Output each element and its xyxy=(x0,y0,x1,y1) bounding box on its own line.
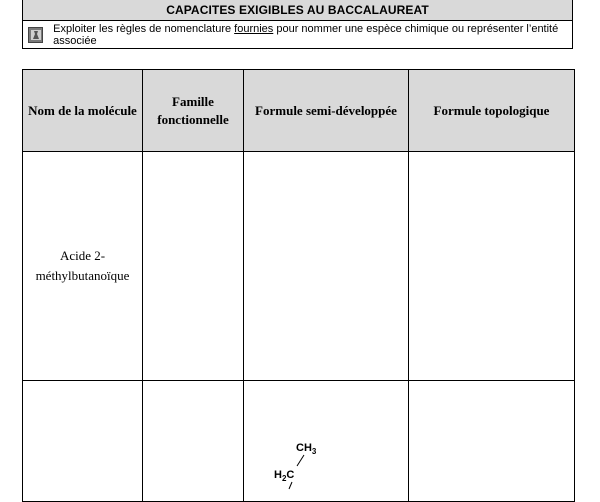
header-functional-family: Famille fonctionnelle xyxy=(143,70,244,152)
table-row xyxy=(23,152,575,381)
skills-title: CAPACITES EXIGIBLES AU BACCALAUREAT xyxy=(23,0,572,21)
skills-text xyxy=(53,23,572,47)
cell-semi-developed-formula xyxy=(244,152,409,381)
semi-developed-formula-drawing xyxy=(244,381,409,501)
table-row xyxy=(23,381,575,502)
cell-functional-family xyxy=(143,381,244,502)
table-header-row xyxy=(23,70,575,152)
header-molecule-name: Nom de la molécule xyxy=(23,70,143,152)
cell-topological-formula xyxy=(409,381,575,502)
nomenclature-table xyxy=(22,69,575,502)
skills-text-end: pour nommer une espèce chimique ou représenter l’entité associée xyxy=(53,22,559,47)
cell-molecule-name xyxy=(23,381,143,502)
flask-icon xyxy=(28,27,43,43)
header-topological-formula: Formule topologique xyxy=(409,70,575,152)
skills-text-start: Exploiter les règles de nomenclature xyxy=(53,22,235,35)
cell-functional-family xyxy=(143,152,244,381)
skills-text-underlined: fournies xyxy=(234,22,274,35)
header-semi-developed-formula: Formule semi-développée xyxy=(244,70,409,152)
formula-group-bottom: $H_2^C$ xyxy=(274,469,295,483)
cell-topological-formula xyxy=(409,152,575,381)
skills-row xyxy=(23,21,572,48)
cell-semi-developed-formula xyxy=(244,381,409,502)
cell-molecule-name: Acide 2-méthylbutanoïque xyxy=(23,152,143,381)
formula-bond-line xyxy=(289,482,292,489)
skills-box xyxy=(22,0,573,49)
formula-group-top: $CH_3$ xyxy=(296,442,317,456)
formula-bond-line xyxy=(297,455,304,466)
